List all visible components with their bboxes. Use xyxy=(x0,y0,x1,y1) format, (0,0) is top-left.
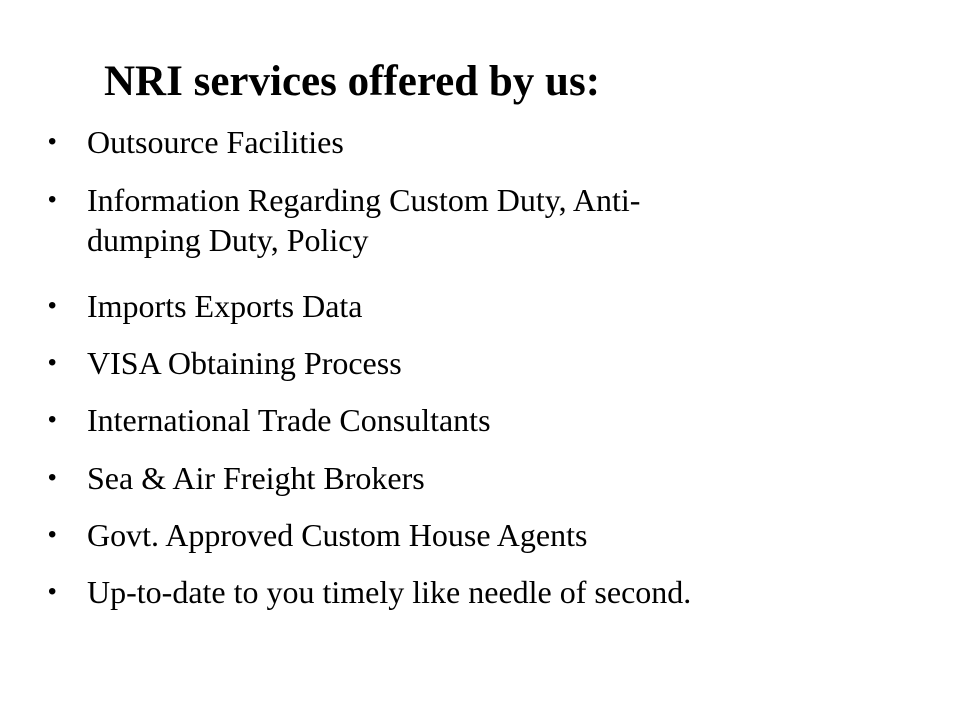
bullet-line: VISA Obtaining Process xyxy=(87,345,402,381)
bullet-text xyxy=(87,458,807,498)
bullet-icon: • xyxy=(48,578,57,605)
bullet-icon: • xyxy=(48,521,57,548)
bullet-line: Outsource Facilities xyxy=(87,124,344,160)
bullet-icon: • xyxy=(48,349,57,376)
bullet-text xyxy=(87,180,807,260)
bullet-line: Imports Exports Data xyxy=(87,288,363,324)
bullet-text xyxy=(87,122,807,162)
bullet-line: Information Regarding Custom Duty, Anti- xyxy=(87,182,641,218)
bullet-text xyxy=(87,400,807,440)
bullet-icon: • xyxy=(48,128,57,155)
bullet-icon: • xyxy=(48,464,57,491)
bullet-line: Sea & Air Freight Brokers xyxy=(87,460,425,496)
bullet-line: dumping Duty, Policy xyxy=(87,222,369,258)
bullet-line: Up-to-date to you timely like needle of second. xyxy=(87,574,692,610)
bullet-line: International Trade Consultants xyxy=(87,402,491,438)
bullet-text xyxy=(87,286,807,326)
slide-title: NRI services offered by us: xyxy=(104,58,601,105)
bullet-icon: • xyxy=(48,406,57,433)
bullet-text xyxy=(87,343,807,383)
bullet-icon: • xyxy=(48,292,57,319)
bullet-icon: • xyxy=(48,186,57,213)
bullet-line: Govt. Approved Custom House Agents xyxy=(87,517,588,553)
bullet-text xyxy=(87,515,807,555)
bullet-text xyxy=(87,572,807,612)
